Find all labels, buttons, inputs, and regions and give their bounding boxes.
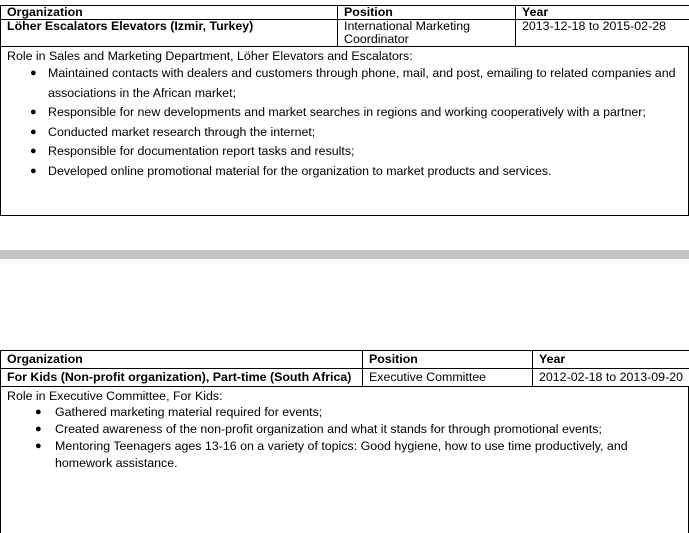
list-item-text: Responsible for new developments and market searches in regions and working cooperatively with a partner;: [48, 105, 646, 119]
organization-header: Organization: [1, 351, 363, 369]
role-section: [0, 47, 689, 216]
list-item-text: Responsible for documentation report tasks and results;: [48, 144, 355, 158]
list-item: [7, 162, 682, 182]
job-1-table: [0, 5, 689, 47]
bullet-icon: ●: [30, 142, 37, 162]
job-row: [1, 369, 689, 387]
position-cell: International Marketing Coordinator: [338, 20, 516, 47]
responsibility-list: [7, 404, 682, 472]
list-item: [7, 123, 682, 143]
list-item-text: Conducted market research through the internet;: [48, 125, 315, 139]
year-header: Year: [533, 351, 689, 369]
bullet-icon: ●: [30, 103, 37, 123]
job-entry-1: [0, 5, 689, 216]
responsibility-list: [7, 64, 682, 181]
position-cell: Executive Committee: [363, 369, 533, 387]
bullet-icon: ●: [35, 404, 42, 421]
organization-header: Organization: [1, 6, 338, 20]
list-item: [7, 421, 682, 438]
list-item: [7, 103, 682, 123]
header-row: [1, 351, 689, 369]
list-item-text: Gathered marketing material required for events;: [55, 405, 322, 419]
bullet-icon: ●: [35, 421, 42, 438]
year-cell: 2012-02-18 to 2013-09-20: [533, 369, 689, 387]
bullet-icon: ●: [30, 64, 37, 84]
role-section: [0, 387, 689, 533]
job-entry-2: [0, 350, 689, 533]
list-item-text: Mentoring Teenagers ages 13-16 on a variety of topics: Good hygiene, how to use time productively, and homework assistance.: [55, 439, 628, 470]
organization-cell: Löher Escalators Elevators (Izmir, Turkey): [1, 20, 338, 47]
bullet-icon: ●: [30, 123, 37, 143]
year-cell: 2013-12-18 to 2015-02-28: [516, 20, 689, 47]
job-row: [1, 20, 689, 47]
list-item-text: Created awareness of the non-profit organization and what it stands for through promotional events;: [55, 422, 602, 436]
job-2-table: [0, 350, 689, 387]
organization-cell: For Kids (Non-profit organization), Part-time (South Africa): [1, 369, 363, 387]
section-divider: [0, 250, 689, 259]
bullet-icon: ●: [30, 162, 37, 182]
year-header: Year: [516, 6, 689, 20]
list-item: [7, 64, 682, 103]
list-item: [7, 438, 682, 472]
list-item-text: Maintained contacts with dealers and customers through phone, mail, and post, emailing to related companies and associations in the African market;: [48, 66, 675, 100]
position-header: Position: [363, 351, 533, 369]
role-title: Role in Executive Committee, For Kids:: [7, 389, 682, 404]
list-item-text: Developed online promotional material for the organization to market products and services.: [48, 164, 551, 178]
bullet-icon: ●: [35, 438, 42, 455]
list-item: [7, 404, 682, 421]
role-title: Role in Sales and Marketing Department, Löher Elevators and Escalators:: [7, 49, 682, 64]
position-header: Position: [338, 6, 516, 20]
header-row: [1, 6, 689, 20]
list-item: [7, 142, 682, 162]
